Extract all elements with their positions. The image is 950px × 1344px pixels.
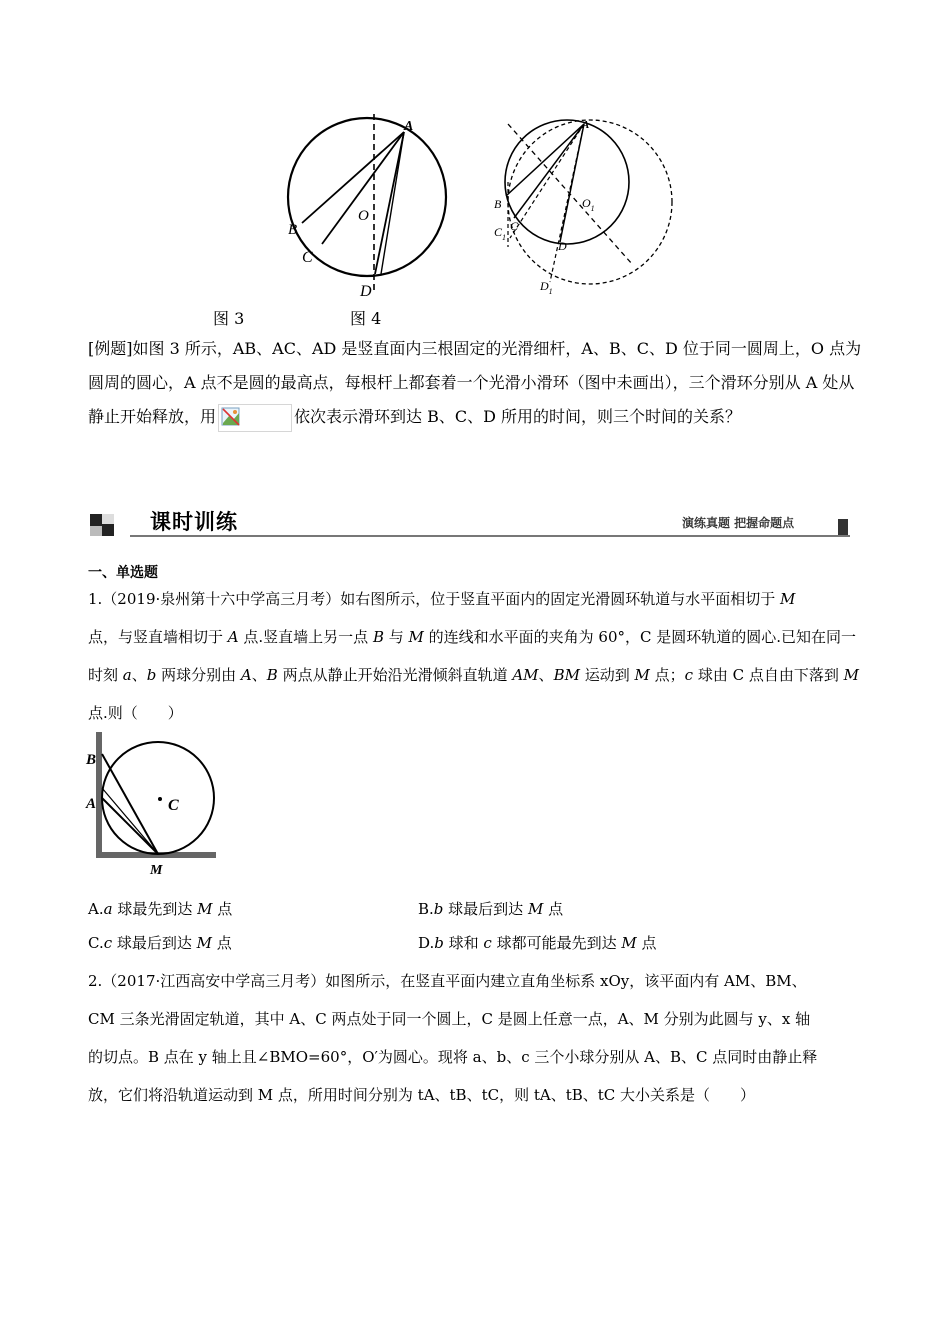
fig3-label-O: O xyxy=(358,208,369,224)
q1-circle xyxy=(102,742,214,854)
example-text-1: [例题]如图 3 所示，AB、AC、AD 是竖直面内三根固定的光滑细杆，A、B、C、D 位于同一圆周上，O 点为圆周的圆心，A 点不是圆的最高点，每根杆上都套着一个光滑小滑环（图中未画出），三个滑环分别从 A 处从静止开始释放，用 xyxy=(88,339,862,426)
q2-line-3: 的切点。B 点在 y 轴上且∠BMO=60°，O′为圆心。现将 a、b、c 三个小球分别从 A、B、C 点同时由静止释 xyxy=(88,1048,818,1066)
vertical-wall xyxy=(96,732,102,852)
q1-fig-label-M: M xyxy=(150,863,163,878)
option-D[interactable]: D.b 球和 c 球都可能最先到达 M 点 xyxy=(418,934,657,952)
q1-fig-label-A: A xyxy=(86,796,97,812)
group-header: 一、单选题 xyxy=(88,565,158,581)
fig4-caption: 图 4 xyxy=(350,309,382,328)
broken-image-icon xyxy=(218,404,292,432)
q2-line-4: 放，它们将沿轨道运动到 M 点，所用时间分别为 tA、tB、tC，则 tA、tB、tC 大小关系是（ ） xyxy=(88,1086,756,1104)
fig4-label-C: C xyxy=(510,219,519,233)
q2-line-2: CM 三条光滑固定轨道，其中 A、C 两点处于同一个圆上，C 是圆上任意一点，A、M 分别为此圆与 y、x 轴 xyxy=(88,1010,811,1028)
rod-BM xyxy=(102,754,158,854)
figure-4-diagram xyxy=(490,112,670,302)
fig4-label-C1: $C_1$ xyxy=(494,225,507,242)
q1-fig-label-C: C xyxy=(168,797,179,814)
section-banner-icon xyxy=(90,514,116,536)
fig3-label-B: B xyxy=(288,222,298,238)
option-C[interactable]: C.c 球最后到达 M 点 xyxy=(88,934,232,952)
example-paragraph xyxy=(88,332,863,434)
q2-line-1: 2.（2017·江西高安中学高三月考）如图所示，在竖直平面内建立直角坐标系 xOy，该平面内有 AM、BM、 xyxy=(88,972,807,990)
center-point xyxy=(158,797,162,801)
section-subtitle: 演练真题 把握命题点 xyxy=(682,516,795,530)
option-A[interactable]: A.a 球最先到达 M 点 xyxy=(88,900,233,918)
section-end-marker xyxy=(838,519,848,535)
q1-fig-label-B: B xyxy=(86,752,97,768)
fig4-label-B: B xyxy=(494,197,502,211)
section-underline xyxy=(130,535,850,537)
figure-3-diagram xyxy=(280,112,460,302)
question-2-text xyxy=(88,962,863,1114)
question-1-figure xyxy=(86,732,220,878)
fig4-small-circle xyxy=(505,120,629,244)
section-title: 课时训练 xyxy=(150,510,238,534)
example-text-2: 依次表示滑环到达 B、C、D 所用的时间，则三个时间的关系？ xyxy=(294,407,742,426)
question-1-text: 1.（2019·泉州第十六中学高三月考）如右图所示，位于竖直平面内的固定光滑圆环轨道与水平面相切于 M 点，与竖直墙相切于 A 点.竖直墙上另一点 B 与 M 的连线和水平面的夹角为 60°，C 是圆环轨道的圆心.已知在同一时刻 a、b 两球分别由 A、B 两点从静止开始沿光滑倾斜直轨道 AM、BM 运动到 M 点；c 球由 C 点自由下落到 M 点.则（ ） xyxy=(88,590,859,722)
option-B[interactable]: B.b 球最后到达 M 点 xyxy=(418,900,564,918)
fig3-label-A: A xyxy=(404,119,414,134)
fig4-label-O1: $O_1$ xyxy=(582,196,595,213)
fig3-label-D: D xyxy=(360,283,372,300)
fig4-label-D: D xyxy=(558,239,567,253)
fig3-label-C: C xyxy=(302,249,313,266)
fig3-caption: 图 3 xyxy=(213,309,245,328)
fig4-label-A: A xyxy=(582,119,590,131)
fig4-rod-AC xyxy=(514,124,584,218)
fig4-label-D1: $D_1$ xyxy=(540,279,553,296)
